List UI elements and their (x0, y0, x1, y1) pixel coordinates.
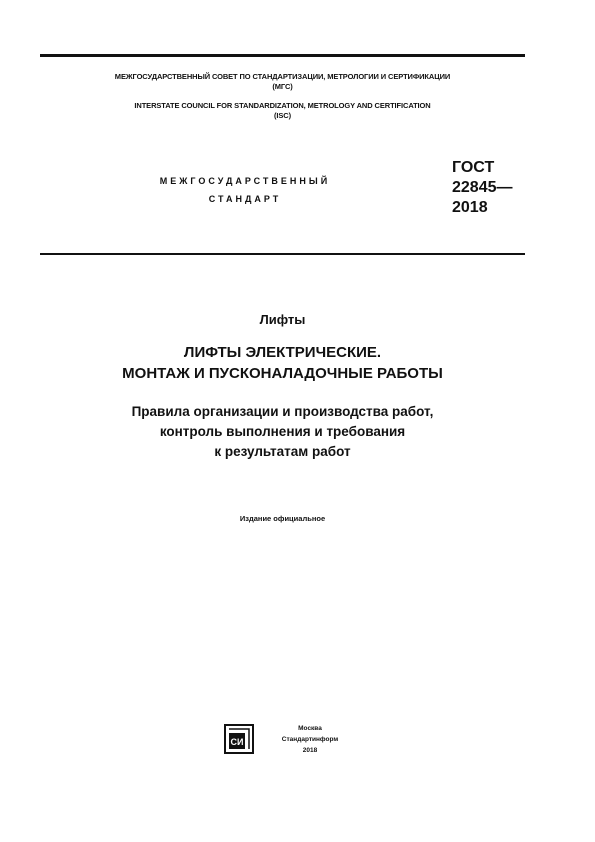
standartinform-logo-icon (224, 724, 254, 754)
council-name-ru (40, 72, 525, 92)
council-en-text: INTERSTATE COUNCIL FOR STANDARDIZATION, METROLOGY AND CERTIFICATION (134, 101, 431, 110)
logo-text: СИ (230, 737, 244, 747)
subtitle-line3: к результатам работ (214, 444, 351, 459)
gost-label: ГОСТ (452, 159, 495, 176)
category-title: Лифты (259, 312, 306, 327)
council-ru-abbr: (МГС) (272, 82, 293, 91)
council-ru-text: МЕЖГОСУДАРСТВЕННЫЙ СОВЕТ ПО СТАНДАРТИЗАЦИИ, МЕТРОЛОГИИ И СЕРТИФИКАЦИИ (114, 72, 451, 81)
publisher-year: 2018 (302, 747, 318, 754)
gost-number: 22845— (452, 179, 513, 196)
gost-designation (452, 158, 532, 218)
gost-year: 2018 (452, 199, 488, 216)
main-title-line2: МОНТАЖ И ПУСКОНАЛАДОЧНЫЕ РАБОТЫ (122, 365, 443, 382)
publisher-city: Москва (298, 725, 322, 732)
main-title-line1: ЛИФТЫ ЭЛЕКТРИЧЕСКИЕ. (183, 344, 382, 361)
council-en-abbr: (ISC) (274, 111, 291, 120)
council-name-en (40, 101, 525, 121)
subtitle-line2: контроль выполнения и требования (159, 424, 406, 439)
subtitle-line1: Правила организации и производства работ, (131, 404, 434, 419)
middle-rule (40, 253, 525, 255)
top-rule (40, 54, 525, 57)
publisher-name: Стандартинформ (281, 736, 339, 743)
standard-kind-line1: МЕЖГОСУДАРСТВЕННЫЙ (159, 176, 331, 186)
standard-kind-line2: СТАНДАРТ (208, 194, 282, 204)
edition-note: Издание официальное (239, 514, 326, 523)
